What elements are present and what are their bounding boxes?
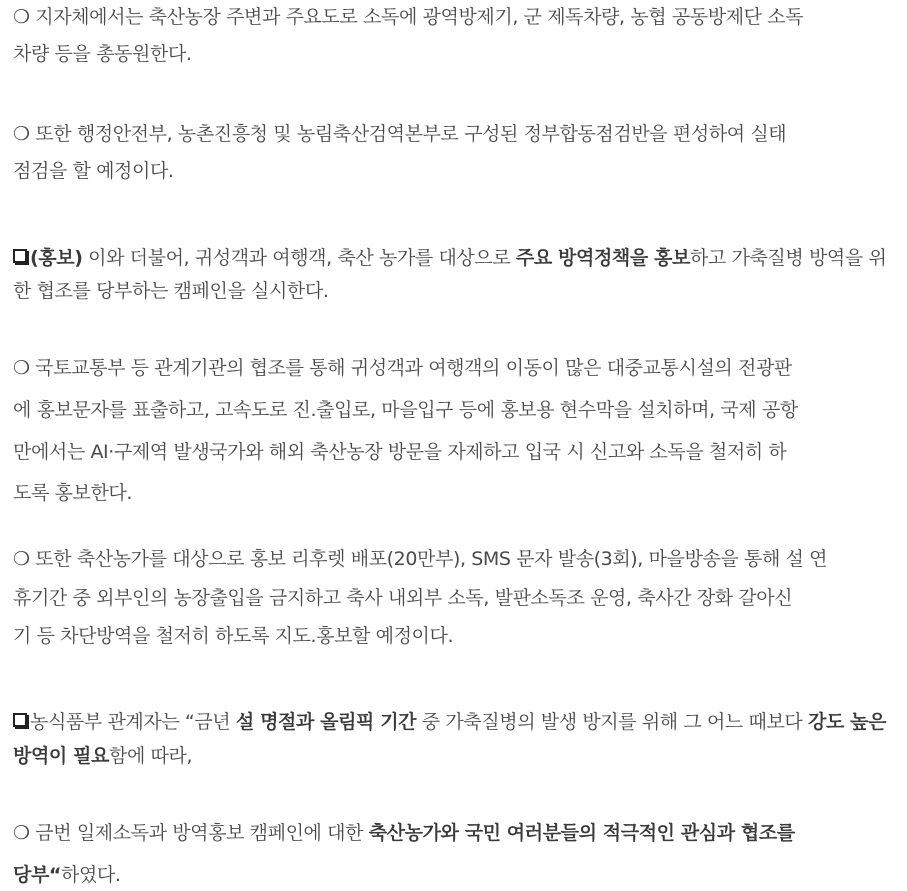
text-line	[13, 2, 803, 29]
text-segment: 휴기간 중 외부인의 농장출입을 금지하고 축사 내외부 소독, 발판소독조 운영, 축사간 장화 갈아신	[13, 587, 793, 609]
text-line	[13, 741, 192, 768]
text-segment: 차량 등을 총동원한다.	[13, 43, 192, 65]
checkbox-bullet-icon	[13, 713, 27, 727]
text-segment: 도록 홍보한다.	[13, 482, 133, 504]
text-segment: 하고 가축질병 방역을 위	[689, 247, 887, 269]
text-segment: ❍ 또한 행정안전부, 농촌진흥청 및 농림축산검역본부로 구성된 정부합동점검반을 편성하여 실태	[13, 123, 787, 145]
text-line	[13, 243, 886, 270]
text-segment: 기 등 차단방역을 철저히 하도록 지도.홍보할 예정이다.	[13, 625, 454, 647]
text-line	[13, 818, 795, 845]
text-line	[13, 395, 798, 422]
text-segment: 만에서는 AI·구제역 발생국가와 해외 축산농장 방문을 자제하고 입국 시 신고와 소독을 철저히 하	[13, 441, 787, 463]
bold-text: 강도 높은	[808, 711, 887, 733]
text-segment: 농식품부 관계자는 “금년	[30, 711, 236, 733]
text-segment: 하였다.	[61, 864, 121, 886]
text-segment: 한 협조를 당부하는 캠페인을 실시한다.	[13, 280, 329, 302]
text-segment: ❍ 국토교통부 등 관계기관의 협조를 통해 귀성객과 여행객의 이동이 많은 대중교통시설의 전광판	[13, 357, 792, 379]
text-line	[13, 478, 132, 505]
text-segment: 점검을 할 예정이다.	[13, 160, 174, 182]
text-segment: 에 홍보문자를 표출하고, 고속도로 진.출입로, 마을입구 등에 홍보용 현수막을 설치하며, 국제 공항	[13, 399, 798, 421]
text-line	[13, 707, 886, 734]
text-line	[13, 353, 792, 380]
text-line	[13, 437, 786, 464]
text-segment: ❍ 지자체에서는 축산농장 주변과 주요도로 소독에 광역방제기, 군 제독차량, 농협 공동방제단 소독	[13, 6, 804, 28]
text-line	[13, 544, 827, 571]
text-segment: 함에 따라,	[109, 745, 193, 767]
text-line	[13, 156, 174, 183]
text-segment: ❍ 금번 일제소독과 방역홍보 캠페인에 대한	[13, 822, 369, 844]
bold-text: (홍보)	[30, 247, 83, 269]
text-line	[13, 276, 328, 303]
text-line	[13, 119, 786, 146]
bold-text: 축산농가와 국민 여러분들의 적극적인 관심과 협조를	[368, 822, 795, 844]
text-line	[13, 39, 192, 66]
checkbox-bullet-icon	[13, 249, 27, 263]
text-line	[13, 860, 121, 887]
text-segment: 중 가축질병의 발생 방지를 위해 그 어느 때보다	[416, 711, 809, 733]
bold-text: 주요 방역정책을 홍보	[515, 247, 690, 269]
bold-text: 설 명절과 올림픽 기간	[235, 711, 417, 733]
text-line	[13, 583, 792, 610]
text-line	[13, 621, 453, 648]
text-segment: ❍ 또한 축산농가를 대상으로 홍보 리후렛 배포(20만부), SMS 문자 발송(3회), 마을방송을 통해 설 연	[13, 548, 828, 570]
text-segment: 이와 더불어, 귀성객과 여행객, 축산 농가를 대상으로	[82, 247, 516, 269]
bold-text: 방역이 필요	[13, 745, 109, 767]
bold-text: 당부“	[13, 864, 61, 886]
